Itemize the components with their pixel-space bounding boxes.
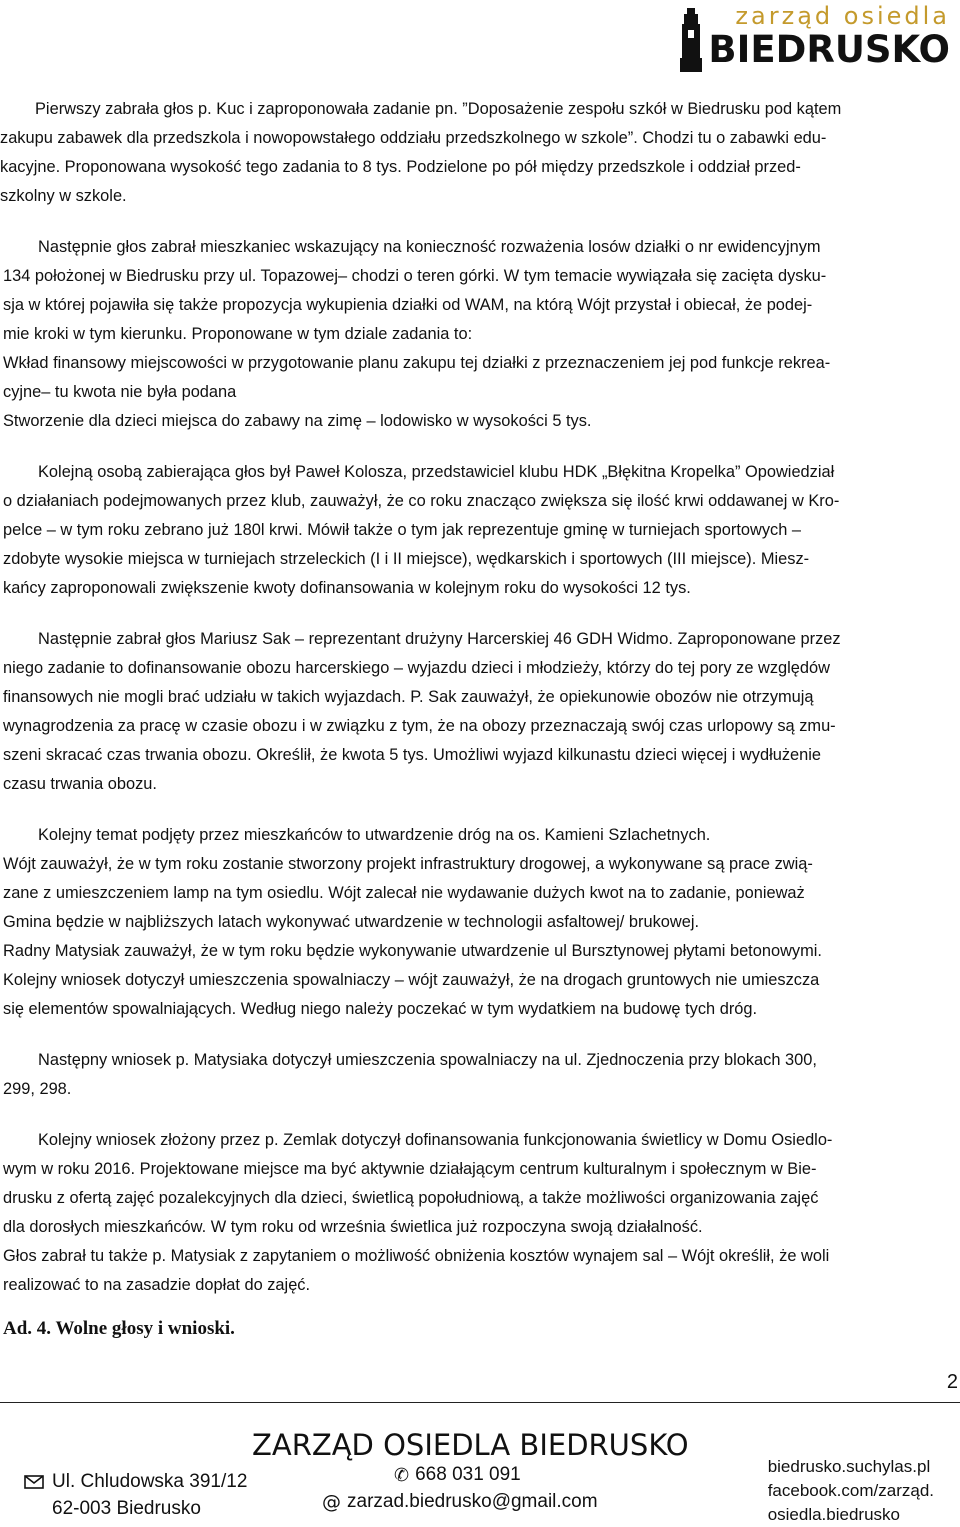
phone-icon: ✆ [394, 1464, 410, 1486]
text-line: Radny Matysiak zauważył, że w tym roku będzie wykonywanie utwardzenie ul Bursztynowej płytami betonowymi. [3, 942, 822, 960]
paragraph-2 [0, 233, 960, 436]
logo-subtitle: zarząd osiedla [735, 2, 950, 30]
paragraph-6 [0, 1046, 960, 1104]
text-line: Głos zabrał tu także p. Matysiak z zapytaniem o możliwość obniżenia kosztów wynajem sal – Wójt określił, że woli [3, 1247, 830, 1265]
text-line: zdobyte wysokie miejsca w turniejach strzeleckich (I i II miejsce), wędkarskich i sportowych (III miejsce). Miesz- [3, 550, 810, 568]
page-number: 2 [946, 1371, 958, 1393]
footer-email [322, 1491, 598, 1513]
footer-phone [394, 1464, 521, 1486]
text-line: zakupu zabawek dla przedszkola i nowopowstałego oddziału przedszkolnego w szkole”. Chodzi tu o zabawki edu- [0, 129, 827, 147]
at-icon: @ [322, 1491, 341, 1513]
document-body [0, 95, 960, 1340]
text-line: finansowych nie mogli brać udziału w takich wyjazdach. P. Sak zauważył, że opiekunowie obozów nie otrzymują [3, 688, 814, 706]
footer-divider [0, 1402, 960, 1403]
text-line: szkolny w szkole. [0, 187, 127, 205]
footer-title: ZARZĄD OSIEDLA BIEDRUSKO [252, 1428, 689, 1462]
paragraph-4 [0, 625, 960, 799]
text-line: Stworzenie dla dzieci miejsca do zabawy na zimę – lodowisko w wysokości 5 tys. [3, 412, 592, 430]
text-line: niego zadanie to dofinansowanie obozu harcerskiego – wyjazdu dzieci i młodzieży, którzy do tej pory ze względów [3, 659, 830, 677]
text-line: kacyjne. Proponowana wysokość tego zadania to 8 tys. Podzielone po pół między przedszkole i oddział przed- [0, 158, 801, 176]
paragraph-5 [0, 821, 960, 1024]
text-line: Następnie głos zabrał mieszkaniec wskazujący na konieczność rozważenia losów działki o nr ewidencyjnym [38, 238, 821, 256]
address-line [24, 1495, 247, 1522]
text-line: pelce – w tym roku zebrano już 180l krwi. Mówił także o tym jak reprezentuje gminę w turniejach sportowych – [3, 521, 802, 539]
address-line [24, 1468, 247, 1495]
text-line: kańcy zaproponowali zwiększenie kwoty dofinansowania w kolejnym roku do wysokości 12 tys. [3, 579, 691, 597]
text-line: drusku z ofertą zajęć pozalekcyjnych dla dzieci, świetlicą popołudniową, a także możliwości organizowania zajęć [3, 1189, 819, 1207]
text-line: Gmina będzie w najbliższych latach wykonywać utwardzenie w technologii asfaltowej/ brukowej. [3, 913, 700, 931]
text-line: sja w której pojawiła się także propozycja wykupienia działki od WAM, na którą Wójt przystał i obiecał, że podej- [3, 296, 813, 314]
section-heading: Ad. 4. Wolne głosy i wnioski. [3, 1318, 235, 1339]
address-street: Ul. Chludowska 391/12 [52, 1471, 248, 1492]
text-line: dla dorosłych mieszkańców. W tym roku od września świetlica już rozpoczyna swoją działalność. [3, 1218, 703, 1236]
text-line: Kolejny wniosek złożony przez p. Zemlak dotyczył dofinansowania funkcjonowania świetlicy w Domu Osiedlo- [38, 1131, 833, 1149]
facebook-link[interactable]: facebook.com/zarząd. [767, 1481, 934, 1500]
footer-address [24, 1468, 247, 1522]
text-line: Wkład finansowy miejscowości w przygotowanie planu zakupu tej działki z przeznaczeniem jej pod funkcje rekrea- [3, 354, 831, 372]
text-line: szeni skracać czas trwania obozu. Określił, że kwota 5 tys. Umożliwi wyjazd kilkunastu dzieci więcej i wydłużenie [3, 746, 822, 764]
text-line: mie kroki w tym kierunku. Proponowane w tym dziale zadania to: [3, 325, 473, 343]
text-line: Kolejny wniosek dotyczył umieszczenia spowalniaczy – wójt zauważył, że na drogach gruntowych nie umieszcza [3, 971, 820, 989]
text-line: cyjne– tu kwota nie była podana [3, 383, 237, 401]
email-link[interactable]: zarzad.biedrusko@gmail.com [347, 1491, 598, 1512]
logo-title: BIEDRUSKO [708, 28, 950, 71]
footer-web [768, 1455, 934, 1527]
website-link[interactable]: biedrusko.suchylas.pl [767, 1457, 931, 1476]
text-line: 134 położonej w Biedrusku przy ul. Topazowej– chodzi o teren górki. W tym temacie wywiązała się zacięta dysku- [3, 267, 827, 285]
text-line: Kolejną osobą zabierająca głos był Paweł Kolosza, przedstawiciel klubu HDK „Błękitna Kropelka” Opowiedział [38, 463, 835, 481]
text-line: Kolejny temat podjęty przez mieszkańców to utwardzenie dróg na os. Kamieni Szlachetnych. [38, 826, 711, 844]
text-line: wym w roku 2016. Projektowane miejsce ma być aktywnie działającym centrum kulturalnym i społecznym w Bie- [3, 1160, 817, 1178]
envelope-icon [24, 1475, 44, 1489]
text-line: Następnie zabrał głos Mariusz Sak – reprezentant drużyny Harcerskiej 46 GDH Widmo. Zaproponowane przez [38, 630, 841, 648]
text-line: wynagrodzenia za pracę w czasie obozu i w związku z tym, że na obozy przeznaczają swój czas urlopowy są zmu- [3, 717, 836, 735]
text-line: czasu trwania obozu. [3, 775, 157, 793]
phone-number[interactable]: 668 031 091 [415, 1464, 521, 1485]
text-line: Wójt zauważył, że w tym roku zostanie stworzony projekt infrastruktury drogowej, a wykonywane są prace zwią- [3, 855, 813, 873]
text-line: realizować to na zasadzie dopłat do zajęć. [3, 1276, 311, 1294]
facebook-link-cont[interactable]: osiedla.biedrusko [767, 1505, 900, 1524]
tower-icon [676, 8, 706, 72]
text-line: o działaniach podejmowanych przez klub, zauważył, że co roku znacząco zwiększa się ilość krwi oddawanej w Kro- [3, 492, 840, 510]
paragraph-3 [0, 458, 960, 603]
text-line: się elementów spowalniających. Według niego należy poczekać w tym wydatkiem na budowę tych dróg. [3, 1000, 758, 1018]
text-line: Pierwszy zabrała głos p. Kuc i zaproponowała zadanie pn. ”Doposażenie zespołu szkół w Biedrusku pod kątem [35, 100, 842, 118]
text-line: zane z umieszczeniem lamp na tym osiedlu. Wójt zalecał nie wydawanie dużych kwot na to zadanie, ponieważ [3, 884, 805, 902]
address-city: 62-003 Biedrusko [52, 1498, 201, 1519]
logo [654, 2, 954, 74]
paragraph-7 [0, 1126, 960, 1300]
text-line: 299, 298. [3, 1080, 72, 1098]
text-line: Następny wniosek p. Matysiaka dotyczył umieszczenia spowalniaczy na ul. Zjednoczenia przy blokach 300, [38, 1051, 817, 1069]
paragraph-1 [0, 95, 960, 211]
